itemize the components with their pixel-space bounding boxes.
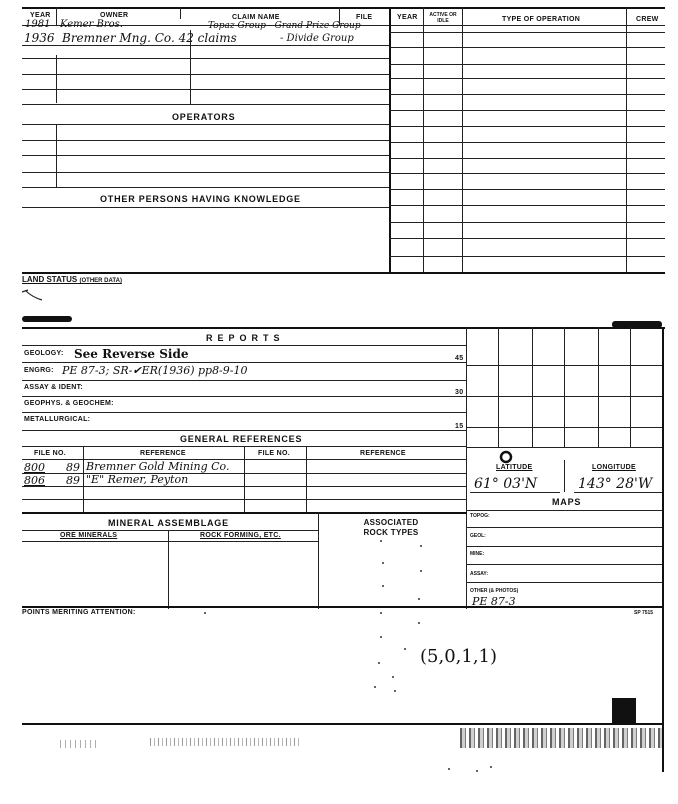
- geology-label: GEOLOGY:: [24, 350, 64, 357]
- scan-noise-bar: [460, 728, 662, 748]
- col-divider: [180, 7, 181, 19]
- scan-speck: [404, 648, 406, 650]
- top-border: [22, 7, 665, 9]
- ref-row-line: [22, 499, 467, 500]
- knowledge-heading: OTHER PERSONS HAVING KNOWLEDGE: [100, 194, 301, 204]
- header-type-of-operation: TYPE OF OPERATION: [502, 16, 581, 23]
- geology-line: [22, 362, 467, 363]
- owner-row-claim: Topaz Group - Grand Prize Group: [208, 21, 361, 31]
- land-status-top-line: [22, 272, 665, 274]
- mineral-divider: [318, 512, 319, 609]
- header-owner: OWNER: [100, 12, 129, 19]
- scan-speck: [490, 766, 492, 768]
- geophys-label: GEOPHYS. & GEOCHEM:: [24, 400, 114, 407]
- mine-label: MINE:: [470, 551, 485, 557]
- row-line: [22, 155, 389, 156]
- scan-speck: [418, 598, 420, 600]
- maps-row-line: [466, 582, 662, 583]
- maps-row-line: [466, 546, 662, 547]
- coord-underline: [574, 492, 662, 493]
- col-reference: REFERENCE: [140, 450, 186, 457]
- row-line: [22, 172, 389, 173]
- row-line-right: [389, 238, 665, 239]
- refs-bottom-line: [22, 512, 467, 514]
- owner-row-year: 1981: [25, 19, 51, 30]
- scan-noise-bar: [60, 740, 100, 748]
- header-claim-name: CLAIM NAME: [232, 14, 280, 21]
- maps-line: [466, 510, 662, 511]
- assay-map-label: ASSAY:: [470, 571, 489, 577]
- grid-row: [466, 396, 662, 397]
- engrg-label: ENGRG:: [24, 367, 54, 374]
- owner-row-year: 1936: [24, 31, 55, 45]
- operators-heading: OPERATORS: [172, 112, 236, 122]
- row-line: [22, 104, 389, 105]
- row-line: [22, 187, 389, 188]
- assay-label: ASSAY & IDENT:: [24, 384, 84, 391]
- row-line: [22, 74, 389, 75]
- reports-right-border: [466, 327, 467, 609]
- margin-15: 15: [455, 423, 464, 430]
- row-line-right: [389, 94, 665, 95]
- scan-speck: [378, 662, 380, 664]
- grid-row: [466, 427, 662, 428]
- engrg-line: [22, 380, 467, 381]
- knowledge-top-line: [22, 207, 389, 208]
- row-line: [22, 58, 389, 59]
- owner-row-claim: - Divide Group: [280, 33, 354, 44]
- row-line: [22, 140, 389, 141]
- col-file-no: FILE NO.: [34, 450, 66, 457]
- operators-top-line: [22, 124, 389, 125]
- other-value: PE 87-3: [472, 595, 516, 608]
- longitude-label: LONGITUDE: [592, 464, 636, 471]
- scan-speck: [418, 622, 420, 624]
- col-divider: [83, 446, 84, 513]
- general-references-heading: GENERAL REFERENCES: [180, 434, 303, 444]
- scan-speck: [392, 676, 394, 678]
- geology-value: See Reverse Side: [74, 347, 189, 361]
- form-number: SP 7515: [634, 610, 654, 616]
- ref-file: 800: [24, 461, 45, 474]
- row-line-right: [389, 78, 665, 79]
- row-line-right: [389, 32, 665, 33]
- scan-speck: [448, 768, 450, 770]
- maps-row-line: [466, 527, 662, 528]
- geol-label: GEOL:: [470, 533, 486, 539]
- metallurgical-label: METALLURGICAL:: [24, 416, 91, 423]
- engrg-value: PE 87-3; SR-✔ER(1936) pp8-9-10: [62, 364, 248, 377]
- col-file-no-2: FILE NO.: [258, 450, 290, 457]
- grid-row: [466, 365, 662, 366]
- scan-speck: [382, 562, 384, 564]
- grid-col: [598, 327, 599, 447]
- checkmark-icon: [20, 288, 46, 304]
- points-label: POINTS MERITING ATTENTION:: [22, 609, 136, 616]
- ref-year: 89: [66, 461, 80, 474]
- maps-row-line: [466, 564, 662, 565]
- reports-heading-line: [22, 345, 467, 346]
- owner-row-owner: Kemer Bros.: [60, 19, 123, 30]
- points-top-line: [22, 606, 662, 608]
- col-divider: [244, 446, 245, 513]
- scan-speck: [380, 636, 382, 638]
- mineral-col-divider: [168, 530, 169, 609]
- longitude-value: 143° 28'W: [578, 476, 653, 492]
- row-line-right: [389, 189, 665, 190]
- row-line-right: [389, 47, 665, 48]
- coord-divider: [564, 460, 565, 492]
- row-line-right: [389, 64, 665, 65]
- land-status: [22, 275, 122, 284]
- row-line: [22, 45, 389, 46]
- land-status-label: LAND STATUS: [22, 275, 78, 284]
- grid-col: [532, 327, 533, 447]
- row-line-right: [389, 256, 665, 257]
- row-line-right: [389, 205, 665, 206]
- rock-forming-label: ROCK FORMING, ETC.: [200, 532, 281, 539]
- row-line-right: [389, 142, 665, 143]
- land-status-sub: (OTHER DATA): [79, 278, 122, 284]
- ref-file: 806: [24, 474, 45, 487]
- bottom-line: [22, 723, 662, 725]
- points-note: (5,0,1,1): [420, 646, 498, 667]
- scan-speck: [420, 545, 422, 547]
- scan-black-box: [612, 698, 636, 724]
- row-line-right: [389, 222, 665, 223]
- row-line-right: [389, 126, 665, 127]
- scan-speck: [476, 770, 478, 772]
- scan-noise-bar: [150, 738, 300, 746]
- col-divider: [56, 55, 57, 103]
- geophys-line: [22, 412, 467, 413]
- owner-row-owner: Bremner Mng. Co. 42 claims: [62, 31, 237, 45]
- scan-speck: [382, 585, 384, 587]
- ref-text: Bremner Gold Mining Co.: [86, 460, 230, 473]
- header-crew: CREW: [636, 16, 659, 23]
- margin-30: 30: [455, 389, 464, 396]
- associated-rock-types: ASSOCIATED ROCK TYPES: [363, 518, 419, 537]
- mineral-col-line: [22, 541, 318, 542]
- topog-label: TOPOG:: [470, 513, 490, 519]
- col-divider: [306, 446, 307, 513]
- grid-col: [498, 327, 499, 447]
- scan-speck: [380, 612, 382, 614]
- col-divider: [56, 7, 57, 25]
- page-right-border: [662, 327, 664, 772]
- header-active-or-idle: ACTIVE OR IDLE: [429, 12, 457, 24]
- scan-speck: [374, 686, 376, 688]
- location-circle-icon: [499, 450, 513, 464]
- col-divider: [56, 124, 57, 188]
- assay-line: [22, 396, 467, 397]
- ore-minerals-label: ORE MINERALS: [60, 532, 118, 539]
- coord-underline: [470, 492, 560, 493]
- header-year: YEAR: [30, 12, 51, 19]
- grid-col: [630, 327, 631, 447]
- header-year-2: YEAR: [397, 14, 418, 21]
- latitude-value: 61° 03'N: [474, 476, 538, 492]
- scan-speck: [394, 690, 396, 692]
- ref-text: "E" Remer, Peyton: [86, 473, 189, 486]
- row-line-right: [389, 110, 665, 111]
- ref-year: 89: [66, 474, 80, 487]
- maps-heading: MAPS: [552, 497, 582, 507]
- metallurgical-line: [22, 430, 467, 431]
- row-line-right: [389, 173, 665, 174]
- scan-speck: [420, 570, 422, 572]
- scan-speck: [204, 612, 206, 614]
- reports-heading: REPORTS: [206, 333, 285, 343]
- punch-mark-left: [22, 316, 72, 322]
- row-line: [22, 89, 389, 90]
- header-file: FILE: [356, 14, 373, 21]
- reports-top-line: [22, 327, 665, 329]
- grid-col: [564, 327, 565, 447]
- grid-row: [466, 447, 662, 448]
- other-label: OTHER (& PHOTOS): [470, 588, 519, 594]
- ref-row-line: [22, 486, 467, 487]
- margin-45: 45: [455, 355, 464, 362]
- row-line-right: [389, 158, 665, 159]
- mineral-heading-line: [22, 530, 318, 531]
- latitude-label: LATITUDE: [496, 464, 533, 471]
- col-reference-2: REFERENCE: [360, 450, 406, 457]
- scan-speck: [380, 540, 382, 542]
- mineral-assemblage-heading: MINERAL ASSEMBLAGE: [108, 518, 229, 528]
